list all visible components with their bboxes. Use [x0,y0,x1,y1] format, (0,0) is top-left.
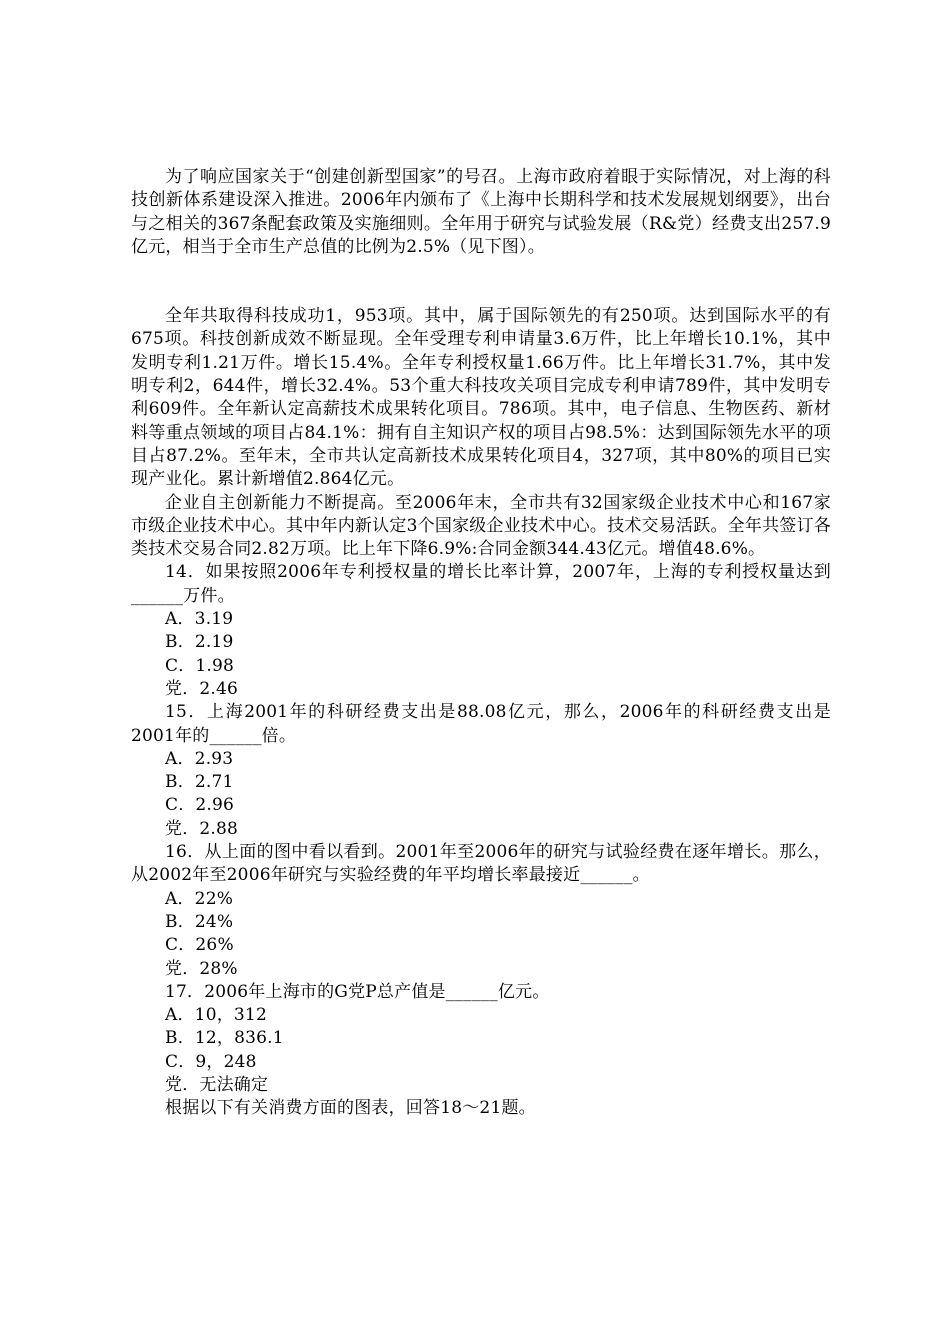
question-17 [131,981,831,1097]
question-14-stem: 14．如果按照2006年专利授权量的增长比率计算，2007年，上海的专利授权量达到______万件。 [131,562,831,606]
question-15-option-b: B．2.71 [165,772,234,793]
question-16-stem: 16．从上面的图中看以看到。2001年至2006年的研究与试验经费在逐年增长。那么，从2002年至2006年研究与实验经费的年平均增长率最接近______。 [131,842,831,886]
question-15-stem: 15．上海2001年的科研经费支出是88.08亿元，那么，2006年的科研经费支出是2001年的______倍。 [131,702,831,746]
question-16-option-b: B．24% [165,911,234,932]
paragraph-rd-spending: 为了响应国家关于“创建创新型国家”的号召。上海市政府着眼于实际情况，对上海的科技创新体系建设深入推进。2006年内颁布了《上海中长期科学和技术发展规划纲要》，出台与之相关的367条配套政策及实施细则。全年用于研究与试验发展（R&党）经费支出257.9亿元，相当于全市生产总值的比例为2.5%（见下图）。 [131,167,831,257]
question-16 [131,841,831,981]
question-14 [131,561,831,701]
question-15-option-c: C．2.96 [165,795,235,816]
question-16-option-d: 党．28% [165,958,238,979]
question-17-stem: 17．2006年上海市的G党P总产值是______亿元。 [165,981,550,1002]
question-17-option-d: 党．无法确定 [165,1074,269,1095]
question-17-option-b: B．12，836.1 [165,1028,284,1049]
paragraph-tech-achievements: 全年共取得科技成功1，953项。其中，属于国际领先的有250项。达到国际水平的有675项。科技创新成效不断显现。全年受理专利申请量3.6万件，比上年增长10.1%，其中发明专利1.21万件。增长15.4%。全年专利授权量1.66万件。比上年增长31.7%，其中发明专利2，644件，增长32.4%。53个重大科技攻关项目完成专利申请789件，其中发明专利609件。全年新认定高薪技术成果转化项目。786项。其中，电子信息、生物医药、新材料等重点领域的项目占84.1%：拥有自主知识产权的项目占98.5%：达到国际领先水平的项目占87.2%。至年末，全市共认定高新技术成果转化项目4，327项，其中80%的项目已实现产业化。累计新增值2.864亿元。 [131,306,831,490]
question-16-option-a: A．22% [165,888,234,909]
paragraph-enterprise-innovation: 企业自主创新能力不断提高。至2006年末，全市共有32国家级企业技术中心和167家市级企业技术中心。其中年内新认定3个国家级企业技术中心。技术交易活跃。全年共签订各类技术交易合同2.82万项。比上年下降6.9%:合同金额344.43亿元。增值48.6%。 [131,492,831,560]
document-page [131,166,831,1121]
question-15-option-a: A．2.93 [165,748,234,769]
question-15 [131,701,831,841]
question-14-option-b: B．2.19 [165,632,234,653]
question-14-option-c: C．1.98 [165,655,235,676]
question-17-option-a: A．10，312 [165,1005,267,1026]
question-14-option-d: 党．2.46 [165,678,239,699]
question-16-option-c: C．26% [165,935,234,956]
section-instruction: 根据以下有关消费方面的图表，回答18～21题。 [165,1098,536,1119]
spacer [131,259,831,305]
question-15-option-d: 党．2.88 [165,818,239,839]
question-17-option-c: C．9，248 [165,1051,257,1072]
question-14-option-a: A．3.19 [165,609,234,630]
